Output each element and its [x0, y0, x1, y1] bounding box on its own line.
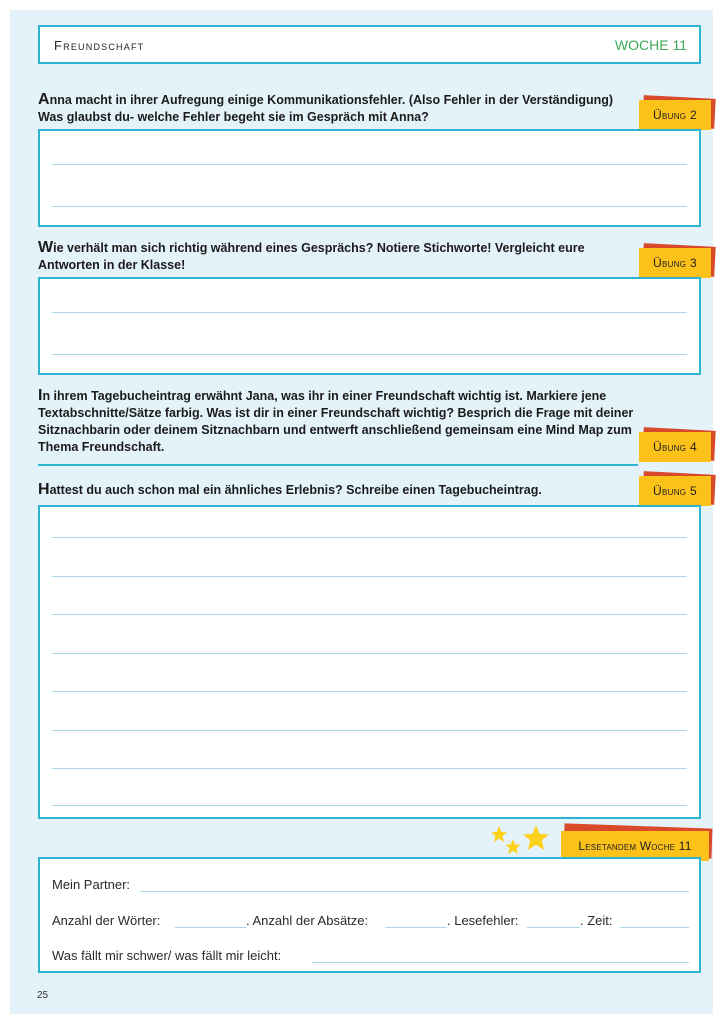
task-ubung-5-text: [38, 481, 638, 499]
writing-line: [52, 691, 687, 692]
words-label: Anzahl der Wörter:: [52, 913, 161, 928]
difficulty-label: Was fällt mir schwer/ was fällt mir leicht:: [52, 948, 282, 963]
writing-line: [52, 614, 687, 615]
task-body: n ihrem Tagebucheintrag erwähnt Jana, was ihr in einer Freundschaft wichtig ist. Markiere jene Textabschnitte/Sätze farbig. Was ist dir in einer Freundschaft wichtig? Besprich die Frage mit deiner Sitznachbarin oder deinem Sitznachbarn und entwerft anschließend gemeinsam eine Mind Map zum Thema Freundschaft.: [38, 389, 634, 454]
answer-box-ubung-2[interactable]: [38, 129, 701, 227]
task-initial: I: [38, 387, 43, 404]
errors-input-line[interactable]: [527, 927, 580, 928]
task-body: attest du auch schon mal ein ähnliches Erlebnis? Schreibe einen Tagebucheintrag.: [49, 483, 542, 497]
words-input-line[interactable]: [175, 927, 246, 928]
task-ubung-3-text: [38, 239, 638, 274]
tag-ubung-5: [639, 476, 711, 506]
writing-line: [52, 805, 687, 806]
paragraphs-input-line[interactable]: [385, 927, 447, 928]
section-divider: [38, 464, 638, 466]
task-body: nna macht in ihrer Aufregung einige Kommunikationsfehler. (Also Fehler in der Verständigung) Was glaubst du- welche Fehler begeht sie im Gespräch mit Anna?: [38, 93, 614, 124]
header-box: [38, 25, 701, 64]
writing-line: [52, 576, 687, 577]
writing-line: [52, 354, 687, 355]
tag-ubung-4: [639, 432, 711, 462]
task-initial: W: [38, 239, 54, 256]
lesetandem-box: [38, 857, 701, 973]
task-body: ie verhält man sich richtig während eines Gesprächs? Notiere Stichworte! Vergleicht eure Antworten in der Klasse!: [38, 241, 585, 272]
task-initial: A: [38, 91, 50, 108]
errors-label: . Lesefehler:: [447, 913, 519, 928]
writing-line: [52, 537, 687, 538]
partner-label: Mein Partner:: [52, 877, 131, 892]
writing-line: [52, 312, 687, 313]
task-initial: H: [38, 481, 50, 498]
week-label: WOCHE 11: [614, 37, 687, 53]
task-ubung-2-text: [38, 91, 638, 126]
writing-line: [52, 730, 687, 731]
stars-icon: [489, 825, 553, 859]
tag-ubung-3: [639, 248, 711, 278]
tag-label: Übung 5: [639, 476, 711, 506]
task-ubung-4-text: [38, 387, 638, 456]
page-title: Freundschaft: [54, 38, 145, 53]
tag-ubung-2: [639, 100, 711, 130]
time-label: . Zeit:: [580, 913, 613, 928]
writing-line: [52, 164, 687, 165]
tag-label: Übung 2: [639, 100, 711, 130]
writing-line: [52, 768, 687, 769]
page-number: 25: [37, 990, 49, 1001]
answer-box-ubung-5[interactable]: [38, 505, 701, 819]
difficulty-input-line[interactable]: [312, 962, 689, 963]
writing-line: [52, 206, 687, 207]
paragraphs-label: . Anzahl der Absätze:: [246, 913, 369, 928]
answer-box-ubung-3[interactable]: [38, 277, 701, 375]
tag-label: Übung 4: [639, 432, 711, 462]
partner-input-line[interactable]: [140, 891, 689, 892]
tag-label: Lesetandem Woche 11: [561, 831, 709, 861]
tag-label: Übung 3: [639, 248, 711, 278]
writing-line: [52, 653, 687, 654]
time-input-line[interactable]: [620, 927, 689, 928]
